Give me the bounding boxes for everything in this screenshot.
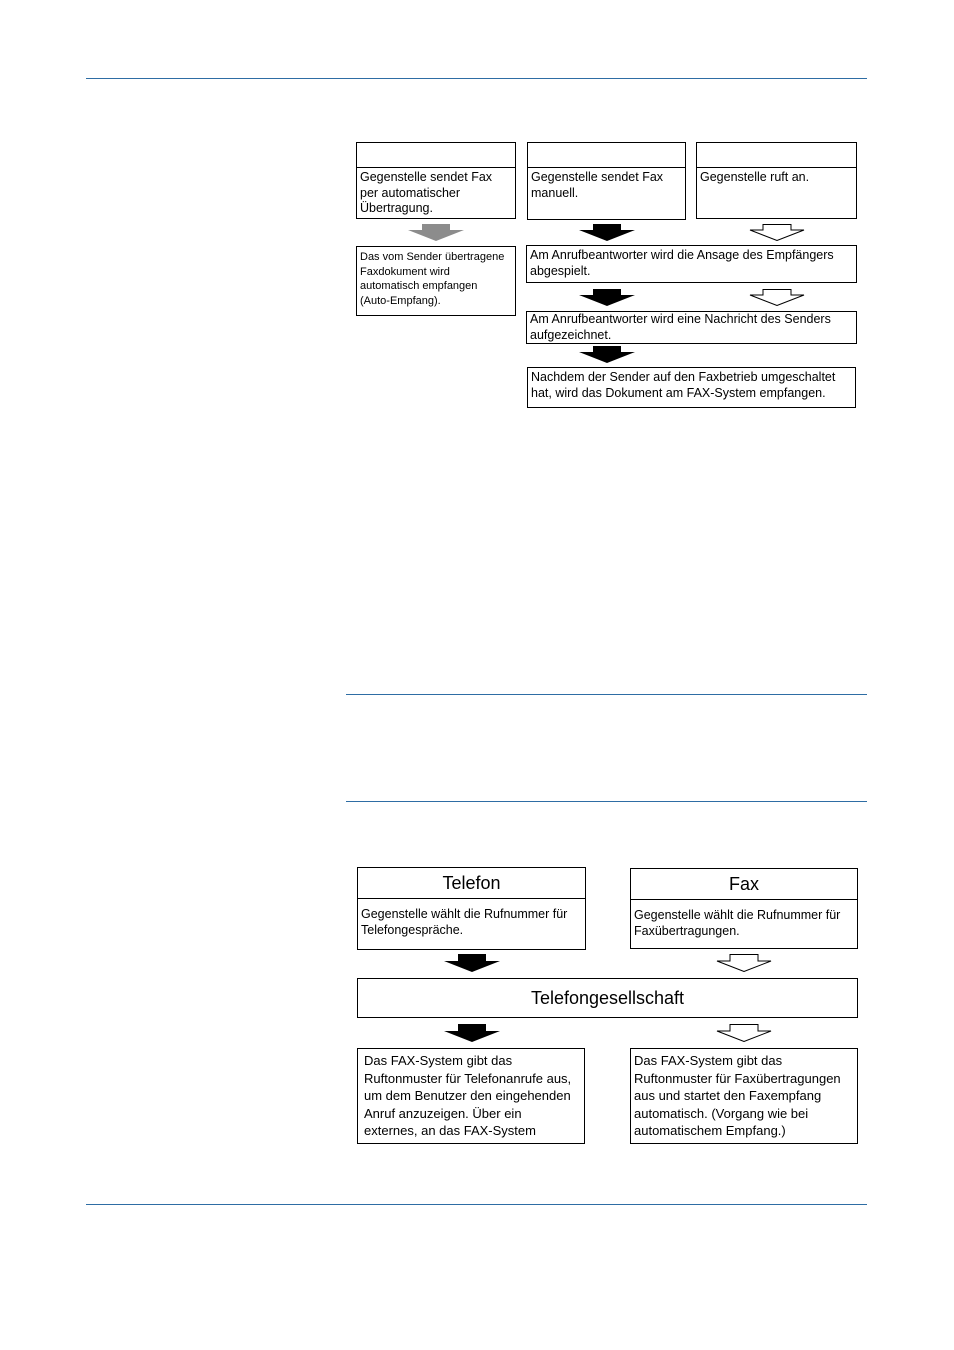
fax-box (630, 868, 858, 949)
black-arrow-icon (444, 954, 500, 972)
auto-receive-box (356, 246, 516, 316)
caller-calls-box-header (697, 143, 856, 168)
manual-transmission-box-header (528, 143, 685, 168)
fax-result-box (630, 1048, 858, 1144)
auto-transmission-box-header (357, 143, 515, 168)
telefon-desc: Gegenstelle wählt die Rufnummer für Telefongespräche. (361, 907, 568, 937)
section-rule-lower (346, 801, 867, 802)
fax-received-text: Nachdem der Sender auf den Faxbetrieb umgeschaltet hat, wird das Dokument am FAX-System empfangen. (531, 370, 836, 400)
auto-transmission-box (356, 142, 516, 219)
message-recorded-text: Am Anrufbeantworter wird eine Nachricht des Senders aufgezeichnet. (530, 312, 831, 342)
white-arrow-icon (716, 1024, 772, 1042)
auto-receive-text: Das vom Sender übertragene Faxdokument wird automatisch empfangen (Auto-Empfang). (360, 251, 505, 307)
message-recorded-box (526, 311, 857, 344)
fax-result-text: Das FAX-System gibt das Ruftonmuster für Faxübertragungen aus und startet den Faxempfang automatisch. (Vorgang wie bei automatischem Empfang.) (634, 1053, 841, 1138)
white-arrow-icon (716, 954, 772, 972)
top-rule (86, 78, 867, 79)
telephone-company-box: Telefongesellschaft (357, 978, 858, 1018)
white-arrow-icon (749, 289, 805, 306)
telefon-result-text: Das FAX-System gibt das Ruftonmuster für Telefonanrufe aus, um dem Benutzer den eingehenden Anruf anzuzeigen. Über ein externes, an das FAX-System (364, 1053, 572, 1138)
caller-calls-box (696, 142, 857, 219)
auto-transmission-text: Gegenstelle sendet Fax per automatischer Übertragung. (360, 170, 493, 215)
fax-received-box (527, 367, 856, 408)
manual-transmission-box (527, 142, 686, 220)
bottom-rule (86, 1204, 867, 1205)
caller-calls-text: Gegenstelle ruft an. (700, 170, 810, 184)
black-arrow-icon (444, 1024, 500, 1042)
black-arrow-icon (579, 346, 635, 363)
fax-title: Fax (631, 869, 857, 900)
telefon-title: Telefon (358, 868, 585, 899)
greeting-played-text: Am Anrufbeantworter wird die Ansage des Empfängers abgespielt. (530, 248, 834, 278)
white-arrow-icon (749, 224, 805, 241)
manual-transmission-text: Gegenstelle sendet Fax manuell. (531, 170, 664, 200)
black-arrow-icon (579, 289, 635, 306)
fax-desc: Gegenstelle wählt die Rufnummer für Faxübertragungen. (634, 908, 841, 938)
section-rule-upper (346, 694, 867, 695)
telefon-result-box (357, 1048, 585, 1144)
telefon-box (357, 867, 586, 950)
greeting-played-box (526, 245, 857, 283)
gray-arrow-icon (408, 224, 464, 241)
black-arrow-icon (579, 224, 635, 241)
